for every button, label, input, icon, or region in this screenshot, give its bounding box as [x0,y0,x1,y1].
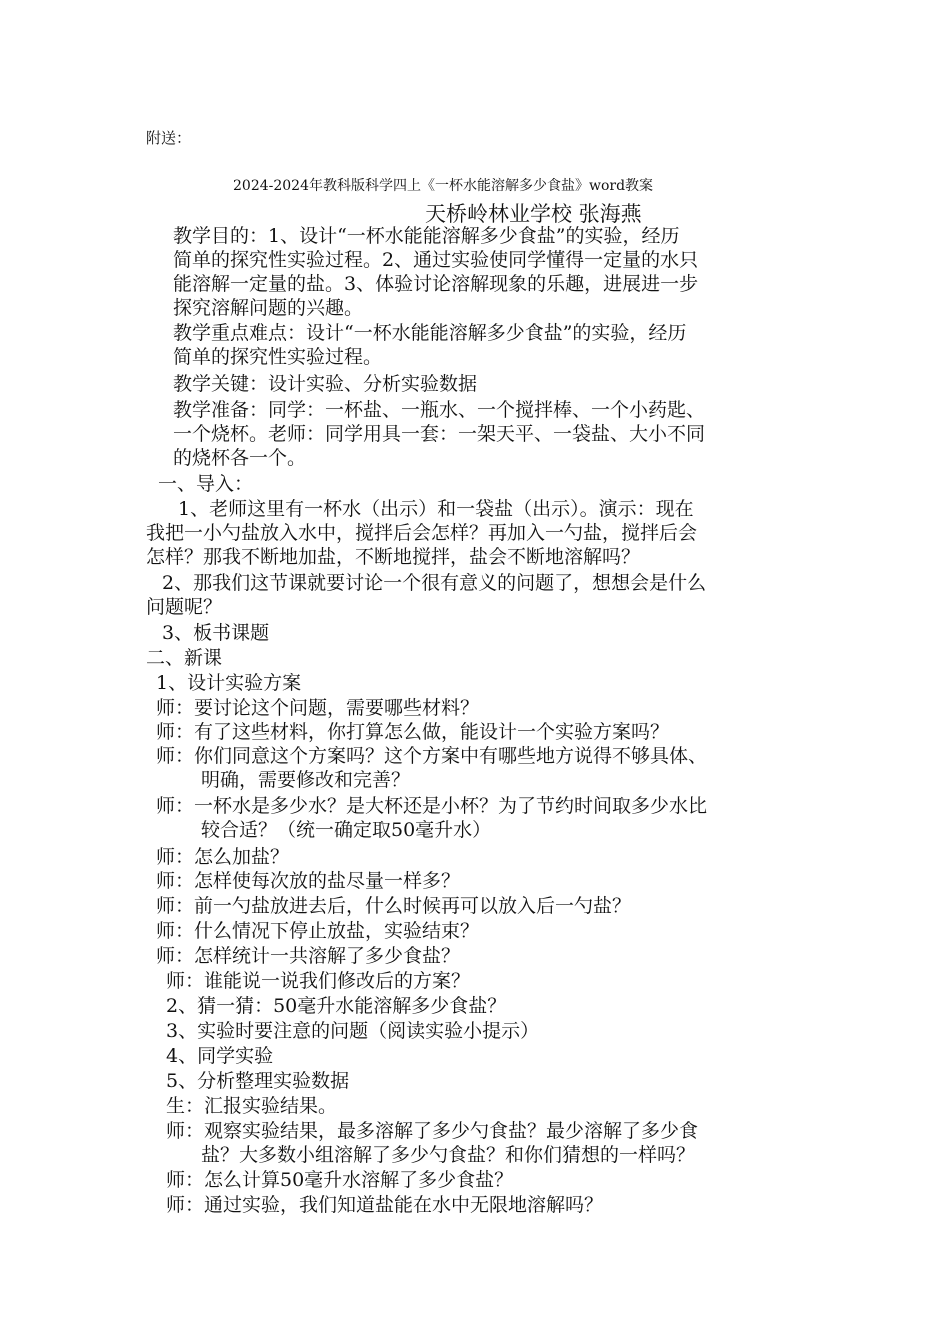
teacher-question: 明确，需要修改和完善？ [201,769,411,791]
section1-paragraph: 问题呢？ [146,596,223,618]
teacher-question: 师：通过实验，我们知道盐能在水中无限地溶解吗？ [166,1194,604,1216]
subsection-heading: 4、同学实验 [166,1045,274,1067]
key-points-line: 简单的探究性实验过程。 [173,346,383,368]
subsection-heading: 3、实验时要注意的问题（阅读实验小提示） [166,1020,540,1042]
student-response: 生：汇报实验结果。 [166,1095,338,1117]
document-title: 2024-2024年教科版科学四上《一杯水能溶解多少食盐》word教案 [233,178,654,194]
teacher-question: 师：怎么计算50毫升水溶解了多少食盐？ [166,1169,514,1191]
section1-paragraph: 1、老师这里有一杯水（出示）和一袋盐（出示）。演示：现在 [178,498,694,520]
teacher-question: 师：怎样使每次放的盐尽量一样多？ [156,870,461,892]
teacher-question: 较合适？（统一确定取50毫升水） [201,819,492,841]
teacher-question: 师：怎么加盐？ [156,846,290,868]
school-author: 天桥岭林业学校 张海燕 [425,202,642,226]
teacher-question: 师：什么情况下停止放盐，实验结束？ [156,920,480,942]
section1-heading: 一、导入： [158,473,254,495]
header-note: 附送： [146,129,192,147]
teacher-question: 师：有了这些材料，你打算怎么做，能设计一个实验方案吗？ [156,721,670,743]
teacher-question: 师：观察实验结果，最多溶解了多少勺食盐？最少溶解了多少食 [166,1120,699,1142]
teacher-question: 盐？大多数小组溶解了多少勺食盐？和你们猜想的一样吗？ [201,1144,696,1166]
subsection-heading: 1、设计实验方案 [156,672,302,694]
objectives-line: 探究溶解问题的兴趣。 [173,297,364,319]
objectives-line: 能溶解一定量的盐。3、体验讨论溶解现象的乐趣，进展进一步 [173,273,699,295]
section1-paragraph: 3、板书课题 [162,622,270,644]
objectives-line: 教学目的：1、设计“一杯水能能溶解多少食盐”的实验，经历 [173,225,680,247]
subsection-heading: 5、分析整理实验数据 [166,1070,350,1092]
teacher-question: 师：你们同意这个方案吗？这个方案中有哪些地方说得不够具体、 [156,745,708,767]
teacher-question: 师：谁能说一说我们修改后的方案？ [166,970,471,992]
section2-heading: 二、新课 [146,647,223,669]
preparation-line: 的烧杯各一个。 [173,447,307,469]
key-points-line: 教学重点难点：设计“一杯水能能溶解多少食盐”的实验，经历 [173,322,687,344]
section1-paragraph: 我把一小勺盐放入水中，搅拌后会怎样？再加入一勺盐，搅拌后会 [146,522,698,544]
teaching-key: 教学关键：设计实验、分析实验数据 [173,373,478,395]
section1-paragraph: 怎样？那我不断地加盐，不断地搅拌，盐会不断地溶解吗？ [146,546,641,568]
preparation-line: 教学准备：同学：一杯盐、一瓶水、一个搅拌棒、一个小药匙、 [173,399,706,421]
subsection-heading: 2、猜一猜：50毫升水能溶解多少食盐？ [166,995,507,1017]
teacher-question: 师：一杯水是多少水？是大杯还是小杯？为了节约时间取多少水比 [156,795,708,817]
section1-paragraph: 2、那我们这节课就要讨论一个很有意义的问题了，想想会是什么 [162,572,707,594]
objectives-line: 简单的探究性实验过程。2、通过实验使同学懂得一定量的水只 [173,249,699,271]
teacher-question: 师：怎样统计一共溶解了多少食盐？ [156,945,461,967]
preparation-line: 一个烧杯。老师：同学用具一套：一架天平、一袋盐、大小不同 [173,423,706,445]
teacher-question: 师：前一勺盐放进去后，什么时候再可以放入后一勺盐？ [156,895,632,917]
teacher-question: 师：要讨论这个问题，需要哪些材料？ [156,697,480,719]
